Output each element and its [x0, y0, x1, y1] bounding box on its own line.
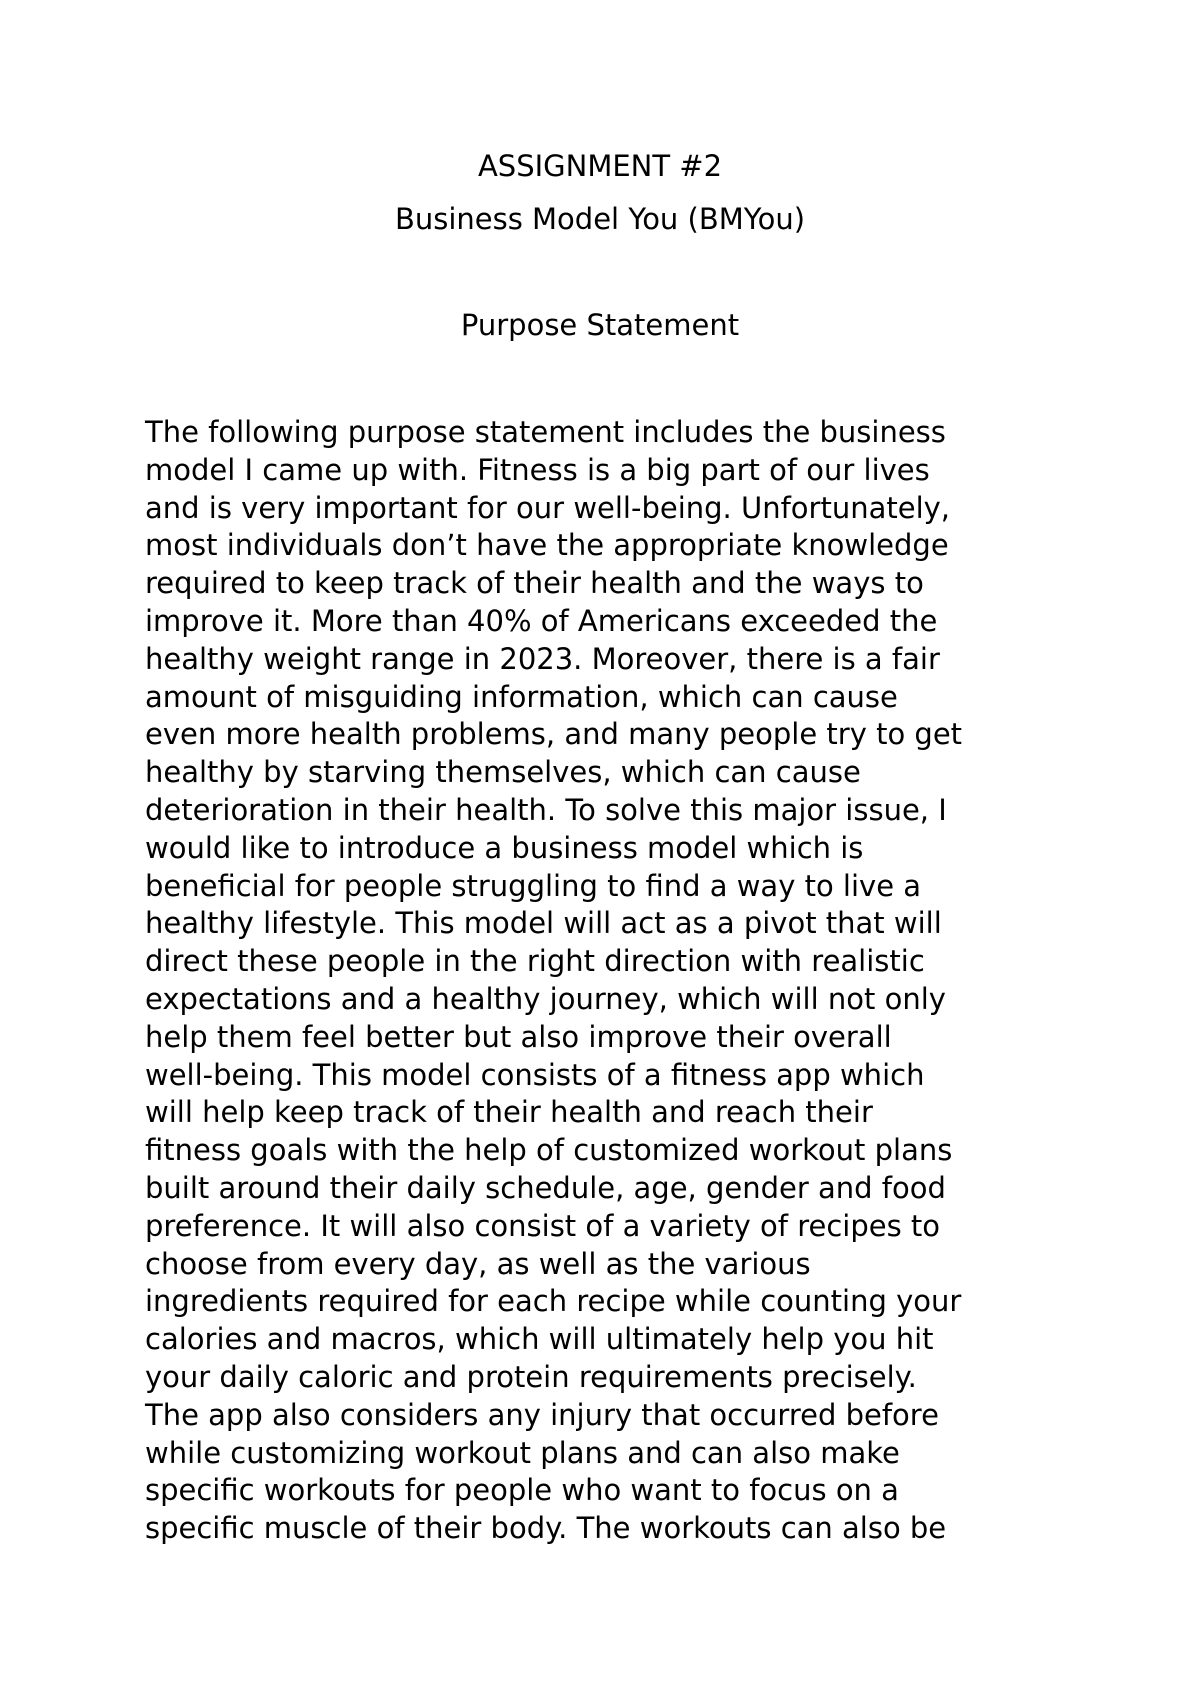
paragraph-line: well-being. This model consists of a fitness app which: [145, 1057, 925, 1092]
paragraph-line: calories and macros, which will ultimately help you hit: [145, 1322, 934, 1357]
paragraph-line: amount of misguiding information, which can cause: [145, 679, 898, 714]
paragraph-line: help them feel better but also improve their overall: [145, 1019, 892, 1054]
paragraph-line: will help keep track of their health and reach their: [145, 1095, 873, 1130]
paragraph-line: beneficial for people struggling to find a way to live a: [145, 868, 922, 903]
paragraph-line: built around their daily schedule, age, gender and food: [145, 1170, 946, 1205]
paragraph-line: and is very important for our well-being. Unfortunately,: [145, 490, 951, 525]
paragraph-line: ingredients required for each recipe while counting your: [145, 1284, 962, 1319]
paragraph-line: most individuals don’t have the appropriate knowledge: [145, 528, 949, 563]
paragraph-line: direct these people in the right direction with realistic: [145, 944, 925, 979]
paragraph-line: healthy weight range in 2023. Moreover, there is a fair: [145, 641, 940, 676]
paragraph-line: healthy by starving themselves, which can cause: [145, 755, 861, 790]
paragraph-line: specific muscle of their body. The workouts can also be: [145, 1511, 947, 1546]
paragraph-line: The following purpose statement includes the business: [145, 415, 946, 449]
paragraph-line: The app also considers any injury that occurred before: [145, 1397, 939, 1432]
paragraph-line: while customizing workout plans and can also make: [145, 1435, 900, 1470]
section-heading: Purpose Statement: [460, 308, 740, 342]
paragraph-line: fitness goals with the help of customized workout plans: [145, 1133, 953, 1168]
paragraph-line: even more health problems, and many people try to get: [145, 717, 963, 752]
body-paragraph: [145, 414, 1075, 1548]
paragraph-line: model I came up with. Fitness is a big part of our lives: [145, 452, 930, 487]
paragraph-line: specific workouts for people who want to focus on a: [145, 1473, 899, 1508]
paragraph-line: preference. It will also consist of a variety of recipes to: [145, 1208, 941, 1243]
document-title: ASSIGNMENT #2: [477, 149, 723, 183]
paragraph-line: required to keep track of their health and the ways to: [145, 566, 924, 601]
paragraph-line: healthy lifestyle. This model will act as a pivot that will: [145, 906, 942, 941]
paragraph-line: deterioration in their health. To solve this major issue, I: [145, 792, 947, 827]
paragraph-line: would like to introduce a business model which is: [145, 830, 864, 865]
paragraph-line: improve it. More than 40% of Americans exceeded the: [145, 603, 938, 638]
paragraph-line: your daily caloric and protein requirements precisely.: [145, 1359, 917, 1394]
paragraph-line: expectations and a healthy journey, which will not only: [145, 981, 946, 1016]
paragraph-line: choose from every day, as well as the various: [145, 1246, 811, 1281]
document-subtitle: Business Model You (BMYou): [394, 202, 806, 236]
